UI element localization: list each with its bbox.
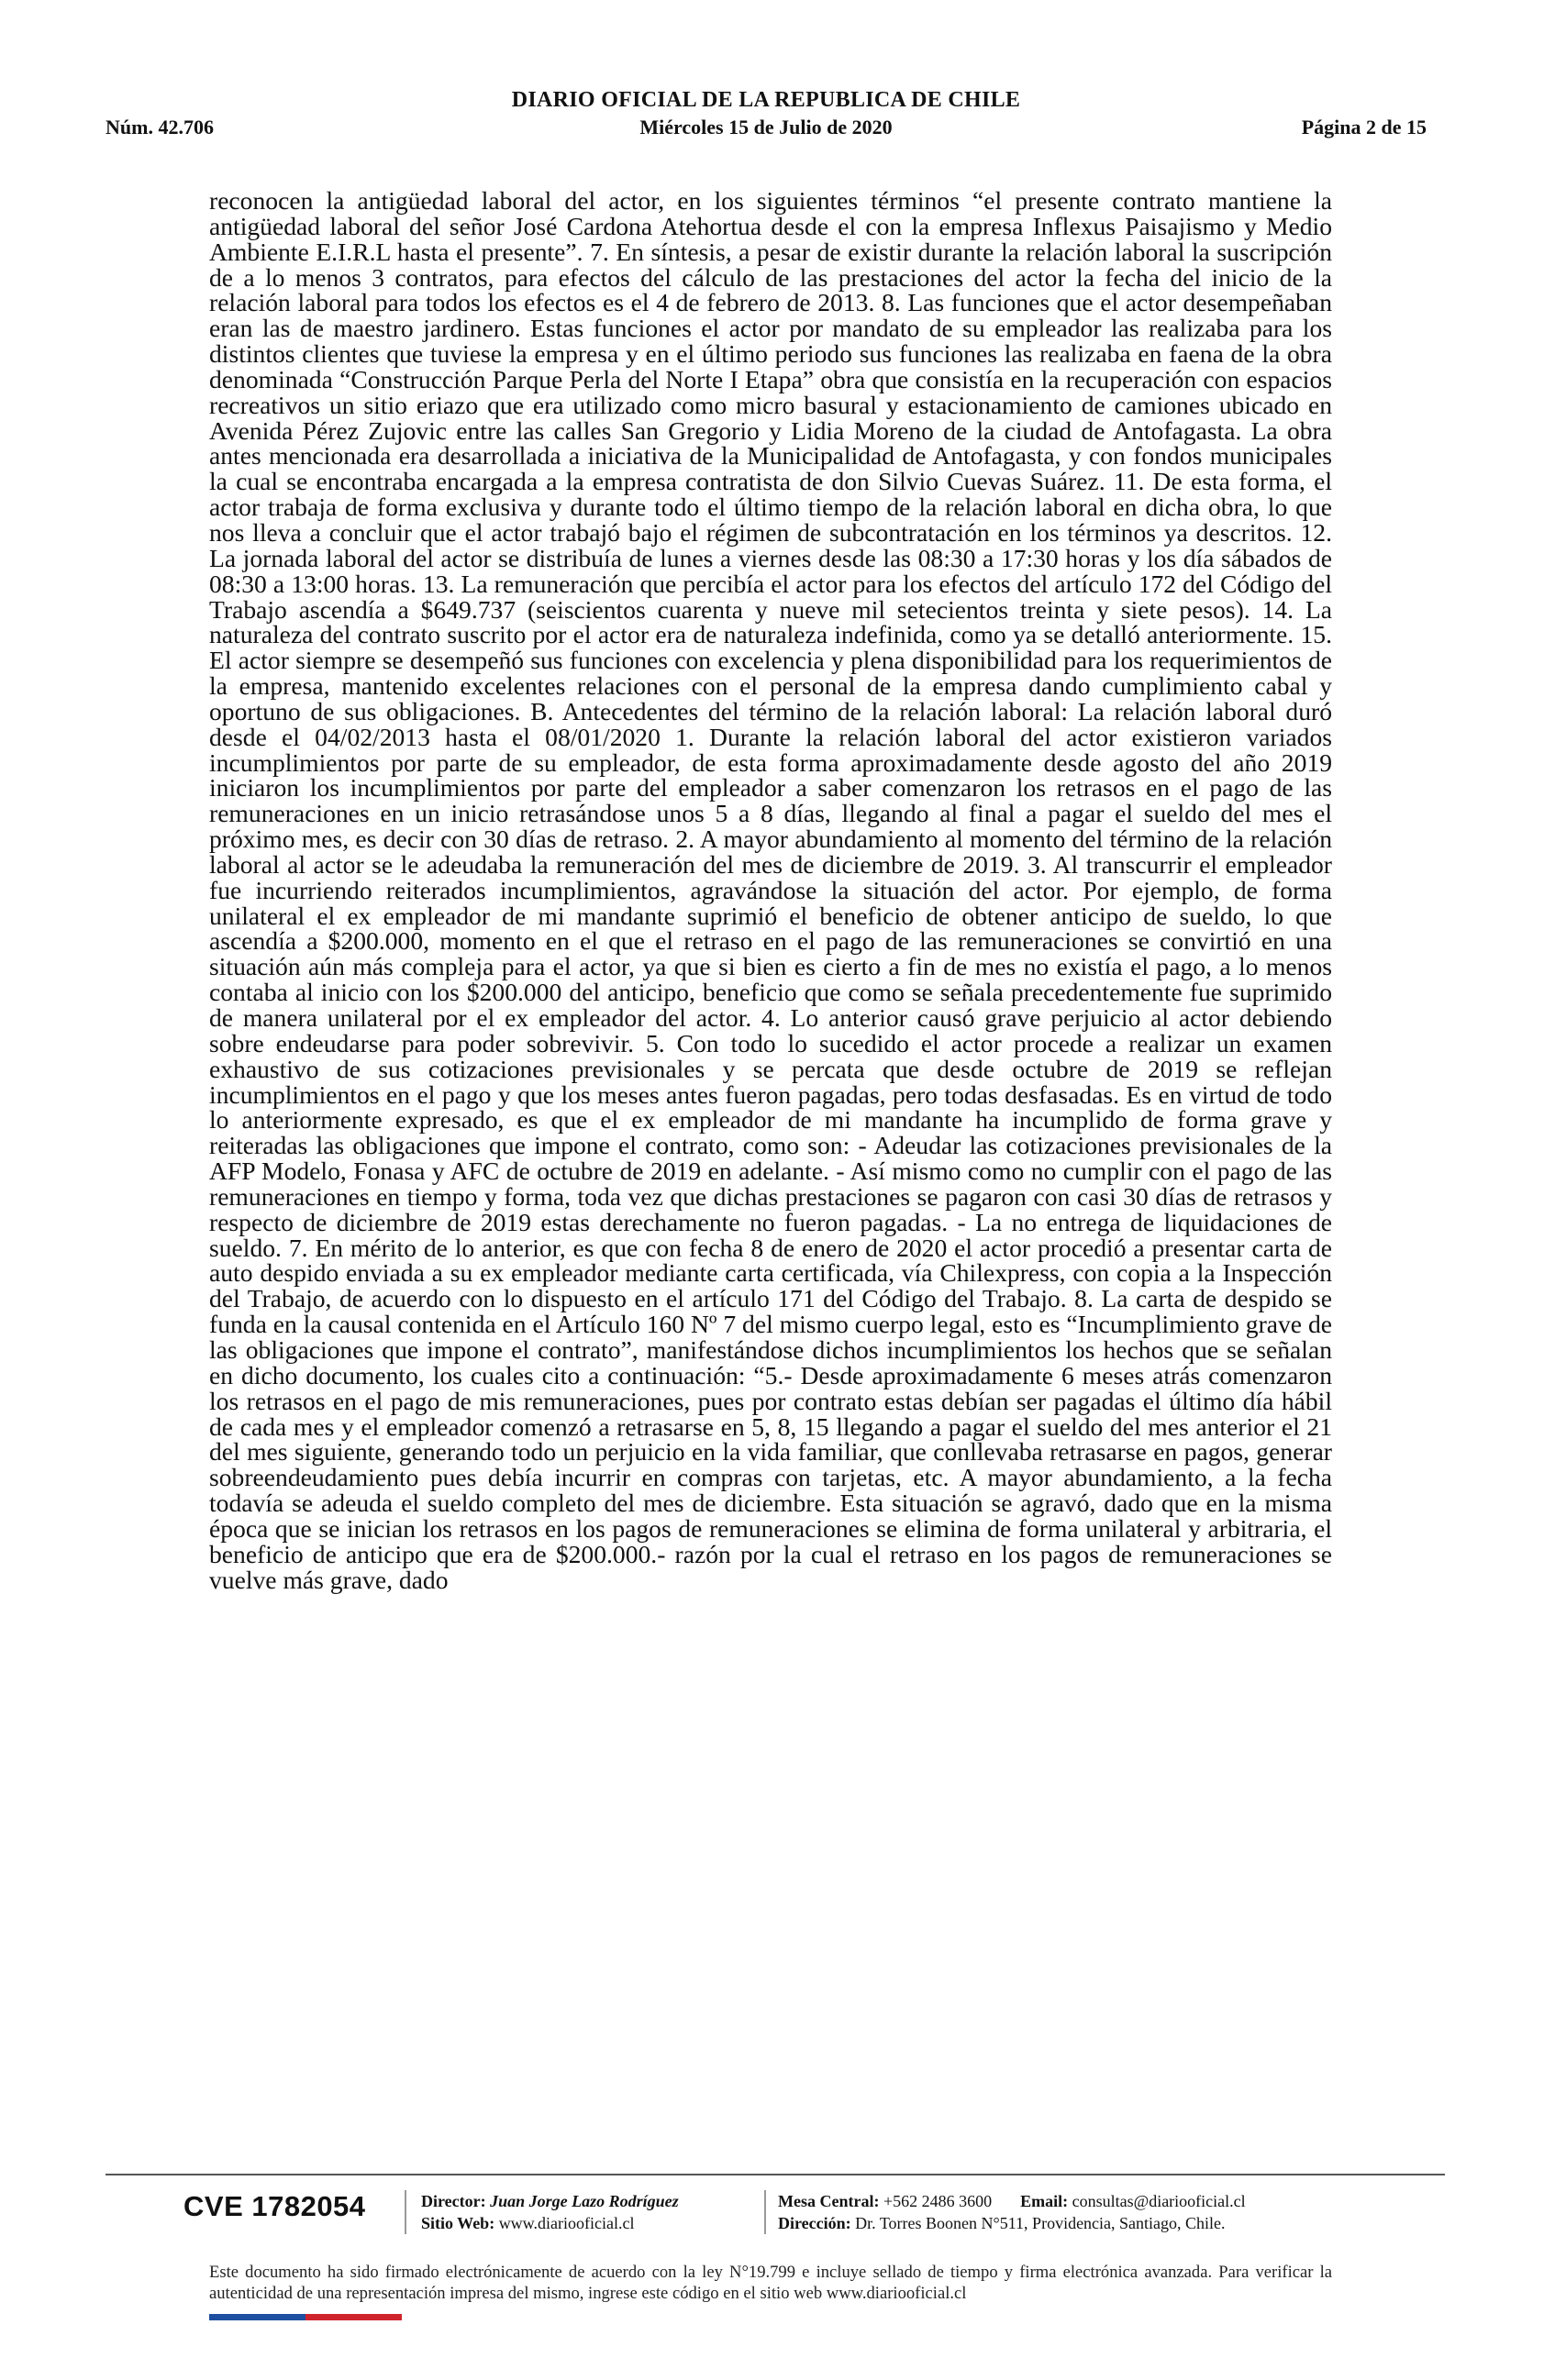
website-label: Sitio Web: xyxy=(421,2214,495,2232)
website-line xyxy=(421,2212,679,2234)
footer-divider xyxy=(106,2174,1445,2175)
body-text xyxy=(209,188,1332,1592)
signature-disclaimer: Este documento ha sido firmado electrónicamente de acuerdo con la ley N°19.799 e incluye sellado de tiempo y firma electrónica avanzada. Para verificar la autenticidad de una representación impresa del mismo, ingrese este código en el sitio web www.diariooficial.cl xyxy=(209,2263,1332,2303)
footer-separator xyxy=(405,2190,406,2234)
publication-title: DIARIO OFICIAL DE LA REPUBLICA DE CHILE xyxy=(511,88,1021,112)
email-label: Email: xyxy=(1020,2192,1069,2210)
body-paragraph: reconocen la antigüedad laboral del actor, en los siguientes términos “el presente contrato mantiene la antigüedad laboral del señor José Cardona Atehortua desde el con la empresa Inflexus Paisajismo y Medio Ambiente E.I.R.L hasta el presente”. 7. En síntesis, a pesar de existir durante la relación laboral la suscripción de a lo menos 3 contratos, para efectos del cálculo de las prestaciones del actor la fecha del inicio de la relación laboral para todos los efectos es el 4 de febrero de 2013. 8. Las funciones que el actor desempeñaban eran las de maestro jardinero. Estas funciones el actor por mandato de su empleador las realizaba para los distintos clientes que tuviese la empresa y en el último periodo sus funciones las realizaba en faena de la obra denominada “Construcción Parque Perla del Norte I Etapa” obra que consistía en la recuperación con espacios recreativos un sitio eriazo que era utilizado como micro basural y estacionamiento de camiones ubicado en Avenida Pérez Zujovic entre las calles San Gregorio y Lidia Moreno de la ciudad de Antofagasta. La obra antes mencionada era desarrollada a iniciativa de la Municipalidad de Antofagasta, y con fondos municipales la cual se encontraba encargada a la empresa contratista de don Silvio Cuevas Suárez. 11. De esta forma, el actor trabaja de forma exclusiva y durante todo el último tiempo de la relación laboral en dicha obra, lo que nos lleva a concluir que el actor trabajó bajo el régimen de subcontratación en los términos ya descritos. 12. La jornada laboral del actor se distribuía de lunes a viernes desde las 08:30 a 17:30 horas y los día sábados de 08:30 a 13:00 horas. 13. La remuneración que percibía el actor para los efectos del artículo 172 del Código del Trabajo ascendía a $649.737 (seiscientos cuarenta y nueve mil setecientos treinta y siete pesos). 14. La naturaleza del contrato suscrito por el actor era de naturaleza indefinida, como ya se detalló anteriormente. 15. El actor siempre se desempeñó sus funciones con excelencia y plena disponibilidad para los requerimientos de la empresa, mantenido excelentes relaciones con el personal de la empresa dando cumplimiento cabal y oportuno de sus obligaciones. B. Antecedentes del término de la relación laboral: La relación laboral duró desde el 04/02/2013 hasta el 08/01/2020 1. Durante la relación laboral del actor existieron variados incumplimientos por parte de su empleador, de esta forma aproximadamente desde agosto del año 2019 iniciaron los incumplimientos por parte del empleador a saber comenzaron los retrasos en el pago de las remuneraciones en un inicio retrasándose unos 5 a 8 días, llegando al final a pagar el sueldo del mes el próximo mes, es decir con 30 días de retraso. 2. A mayor abundamiento al momento del término de la relación laboral al actor se le adeudaba la remuneración del mes de diciembre de 2019. 3. Al transcurrir el empleador fue incurriendo reiterados incumplimientos, agravándose la situación del actor. Por ejemplo, de forma unilateral el ex empleador de mi mandante suprimió el beneficio de obtener anticipo de sueldo, lo que ascendía a $200.000, momento en el que el retraso en el pago de las remuneraciones se convirtió en una situación aún más compleja para el actor, ya que si bien es cierto a fin de mes no existía el pago, a lo menos contaba al inicio con los $200.000 del anticipo, beneficio que como se señala precedentemente fue suprimido de manera unilateral por el ex empleador del actor. 4. Lo anterior causó grave perjuicio al actor debiendo sobre endeudarse para poder sobrevivir. 5. Con todo lo sucedido el actor procede a realizar un examen exhaustivo de sus cotizaciones previsionales y se percata que desde octubre de 2019 se reflejan incumplimientos en el pago y que los meses antes fueron pagadas, pero todas desfasadas. Es en virtud de todo lo anteriormente expresado, es que el ex empleador de mi mandante ha incumplido de forma grave y reiteradas las obligaciones que impone el contrato, como son: - Adeudar las cotizaciones previsionales de la AFP Modelo, Fonasa y AFC de octubre de 2019 en adelante. - Así mismo como no cumplir con el pago de las remuneraciones en tiempo y forma, toda vez que dichas prestaciones se pagaron con casi 30 días de retrasos y respecto de diciembre de 2019 estas derechamente no fueron pagadas. - La no entrega de liquidaciones de sueldo. 7. En mérito de lo anterior, es que con fecha 8 de enero de 2020 el actor procedió a presentar carta de auto despido enviada a su ex empleador mediante carta certificada, vía Chilexpress, con copia a la Inspección del Trabajo, de acuerdo con lo dispuesto en el artículo 171 del Código del Trabajo. 8. La carta de despido se funda en la causal contenida en el Artículo 160 Nº 7 del mismo cuerpo legal, esto es “Incumplimiento grave de las obligaciones que impone el contrato”, manifestándose dichos incumplimientos los hechos que se señalan en dicho documento, los cuales cito a continuación: “5.- Desde aproximadamente 6 meses atrás comenzaron los retrasos en el pago de mis remuneraciones, pues por contrato estas debían ser pagadas el último día hábil de cada mes y el empleador comenzó a retrasarse en 5, 8, 15 llegando a pagar el sueldo del mes anterior el 21 del mes siguiente, generando todo un perjuicio en la vida familiar, que conllevaba retrasarse en pagos, generar sobreendeudamiento pues debía incurrir en compras con tarjetas, etc. A mayor abundamiento, a la fecha todavía se adeuda el sueldo completo del mes de diciembre. Esta situación se agravó, dado que en la misma época que se inician los retrasos en los pagos de remuneraciones se elimina de forma unilateral y arbitraria, el beneficio de anticipo que era de $200.000.- razón por la cual el retraso en los pagos de remuneraciones se vuelve más grave, dado xyxy=(209,186,1332,1594)
footer xyxy=(106,2186,1445,2242)
page-indicator: Página 2 de 15 xyxy=(1301,116,1427,138)
mesa-central-value: +562 2486 3600 xyxy=(883,2192,993,2210)
address-line xyxy=(778,2212,1246,2234)
director-name: Juan Jorge Lazo Rodríguez xyxy=(490,2192,679,2210)
footer-separator xyxy=(764,2190,766,2234)
publication-date: Miércoles 15 de Julio de 2020 xyxy=(639,116,893,138)
cve-code: CVE 1782054 xyxy=(183,2190,366,2222)
website-link[interactable]: www.diariooficial.cl xyxy=(498,2214,635,2232)
issue-number: Núm. 42.706 xyxy=(106,116,214,138)
flag-blue-segment xyxy=(209,2314,305,2320)
email-link[interactable]: consultas@diariooficial.cl xyxy=(1072,2192,1246,2210)
address-label: Dirección: xyxy=(778,2214,851,2232)
contact-line xyxy=(778,2190,1246,2212)
footer-director-block xyxy=(421,2190,679,2234)
flag-red-segment xyxy=(305,2314,402,2320)
page-header xyxy=(106,88,1427,152)
footer-contact-block xyxy=(778,2190,1246,2234)
director-label: Director: xyxy=(421,2192,486,2210)
mesa-central-label: Mesa Central: xyxy=(778,2192,880,2210)
director-line xyxy=(421,2190,679,2212)
chile-flag-bar xyxy=(209,2314,402,2320)
address-value: Dr. Torres Boonen N°511, Providencia, Santiago, Chile. xyxy=(855,2214,1226,2232)
